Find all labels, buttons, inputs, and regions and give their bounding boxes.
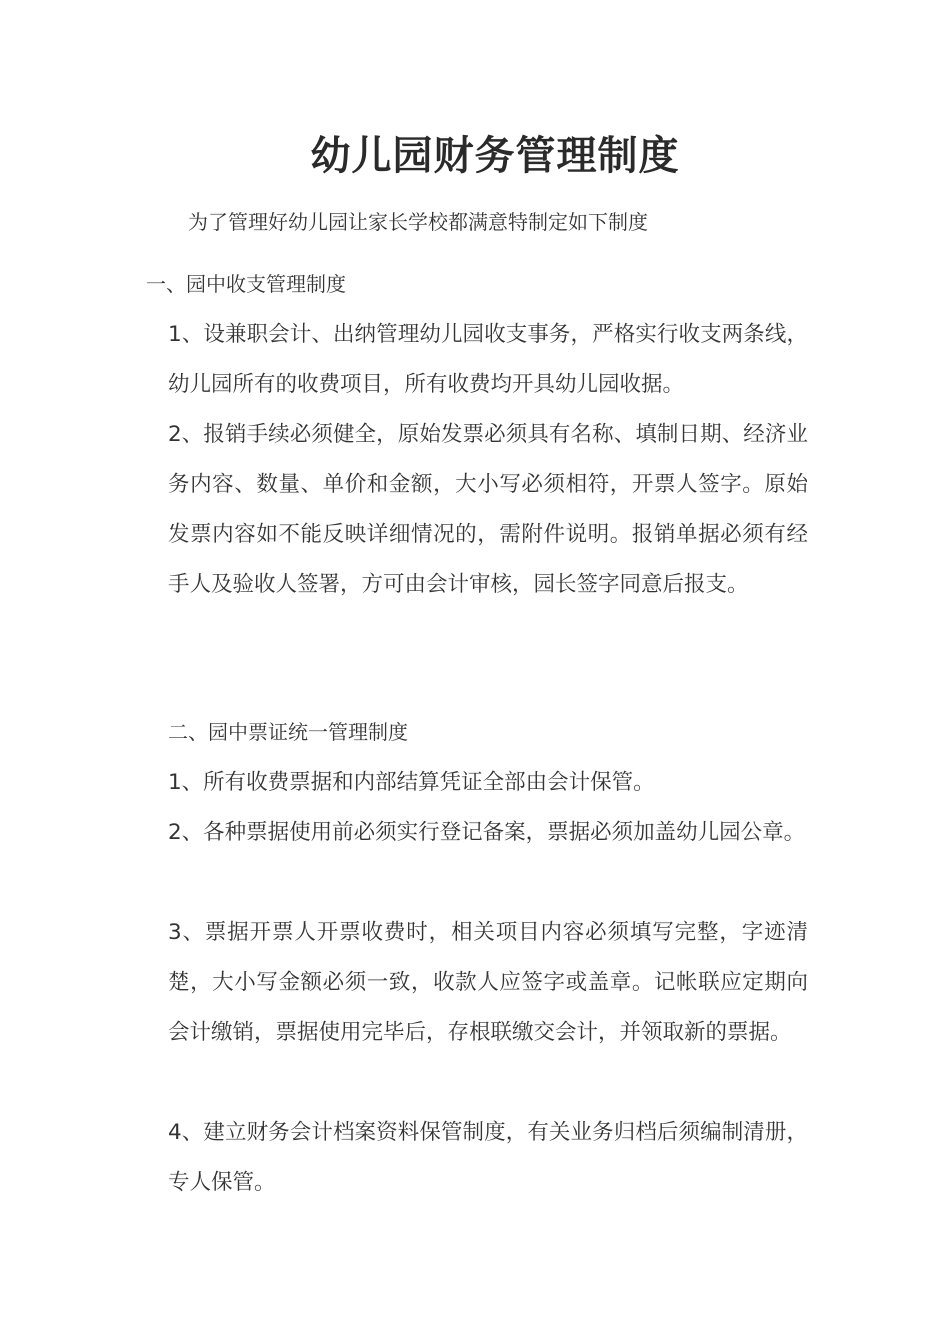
section-2-paragraph-4: 4、建立财务会计档案资料保管制度，有关业务归档后须编制清册，专人保管。 — [168, 1120, 808, 1195]
section-2-paragraph-2: 2、各种票据使用前必须实行登记备案，票据必须加盖幼儿园公章。 — [168, 820, 806, 845]
intro-text: 为了管理好幼儿园让家长学校都满意特制定如下制度 — [188, 210, 648, 234]
section-2-paragraph-3: 3、票据开票人开票收费时，相关项目内容必须填写完整，字迹清楚，大小写金额必须一致，收款人应签字或盖章。记帐联应定期向会计缴销，票据使用完毕后，存根联缴交会计，并领取新的票据。 — [168, 920, 808, 1045]
section-1-paragraph-2: 2、报销手续必须健全，原始发票必须具有名称、填制日期、经济业务内容、数量、单价和金额，大小写必须相符，开票人签字。原始发票内容如不能反映详细情况的，需附件说明。报销单据必须有经手人及验收人签署，方可由会计审核，园长签字同意后报支。 — [168, 422, 808, 597]
document-title: 幼儿园财务管理制度 — [310, 133, 680, 179]
section-heading-receipts: 二、园中票证统一管理制度 — [168, 720, 408, 744]
section-heading-income-expense: 一、园中收支管理制度 — [146, 272, 346, 296]
section-2-paragraph-1: 1、所有收费票据和内部结算凭证全部由会计保管。 — [168, 770, 655, 795]
section-1-paragraph-1: 1、设兼职会计、出纳管理幼儿园收支事务，严格实行收支两条线，幼儿园所有的收费项目，所有收费均开具幼儿园收据。 — [168, 322, 808, 397]
